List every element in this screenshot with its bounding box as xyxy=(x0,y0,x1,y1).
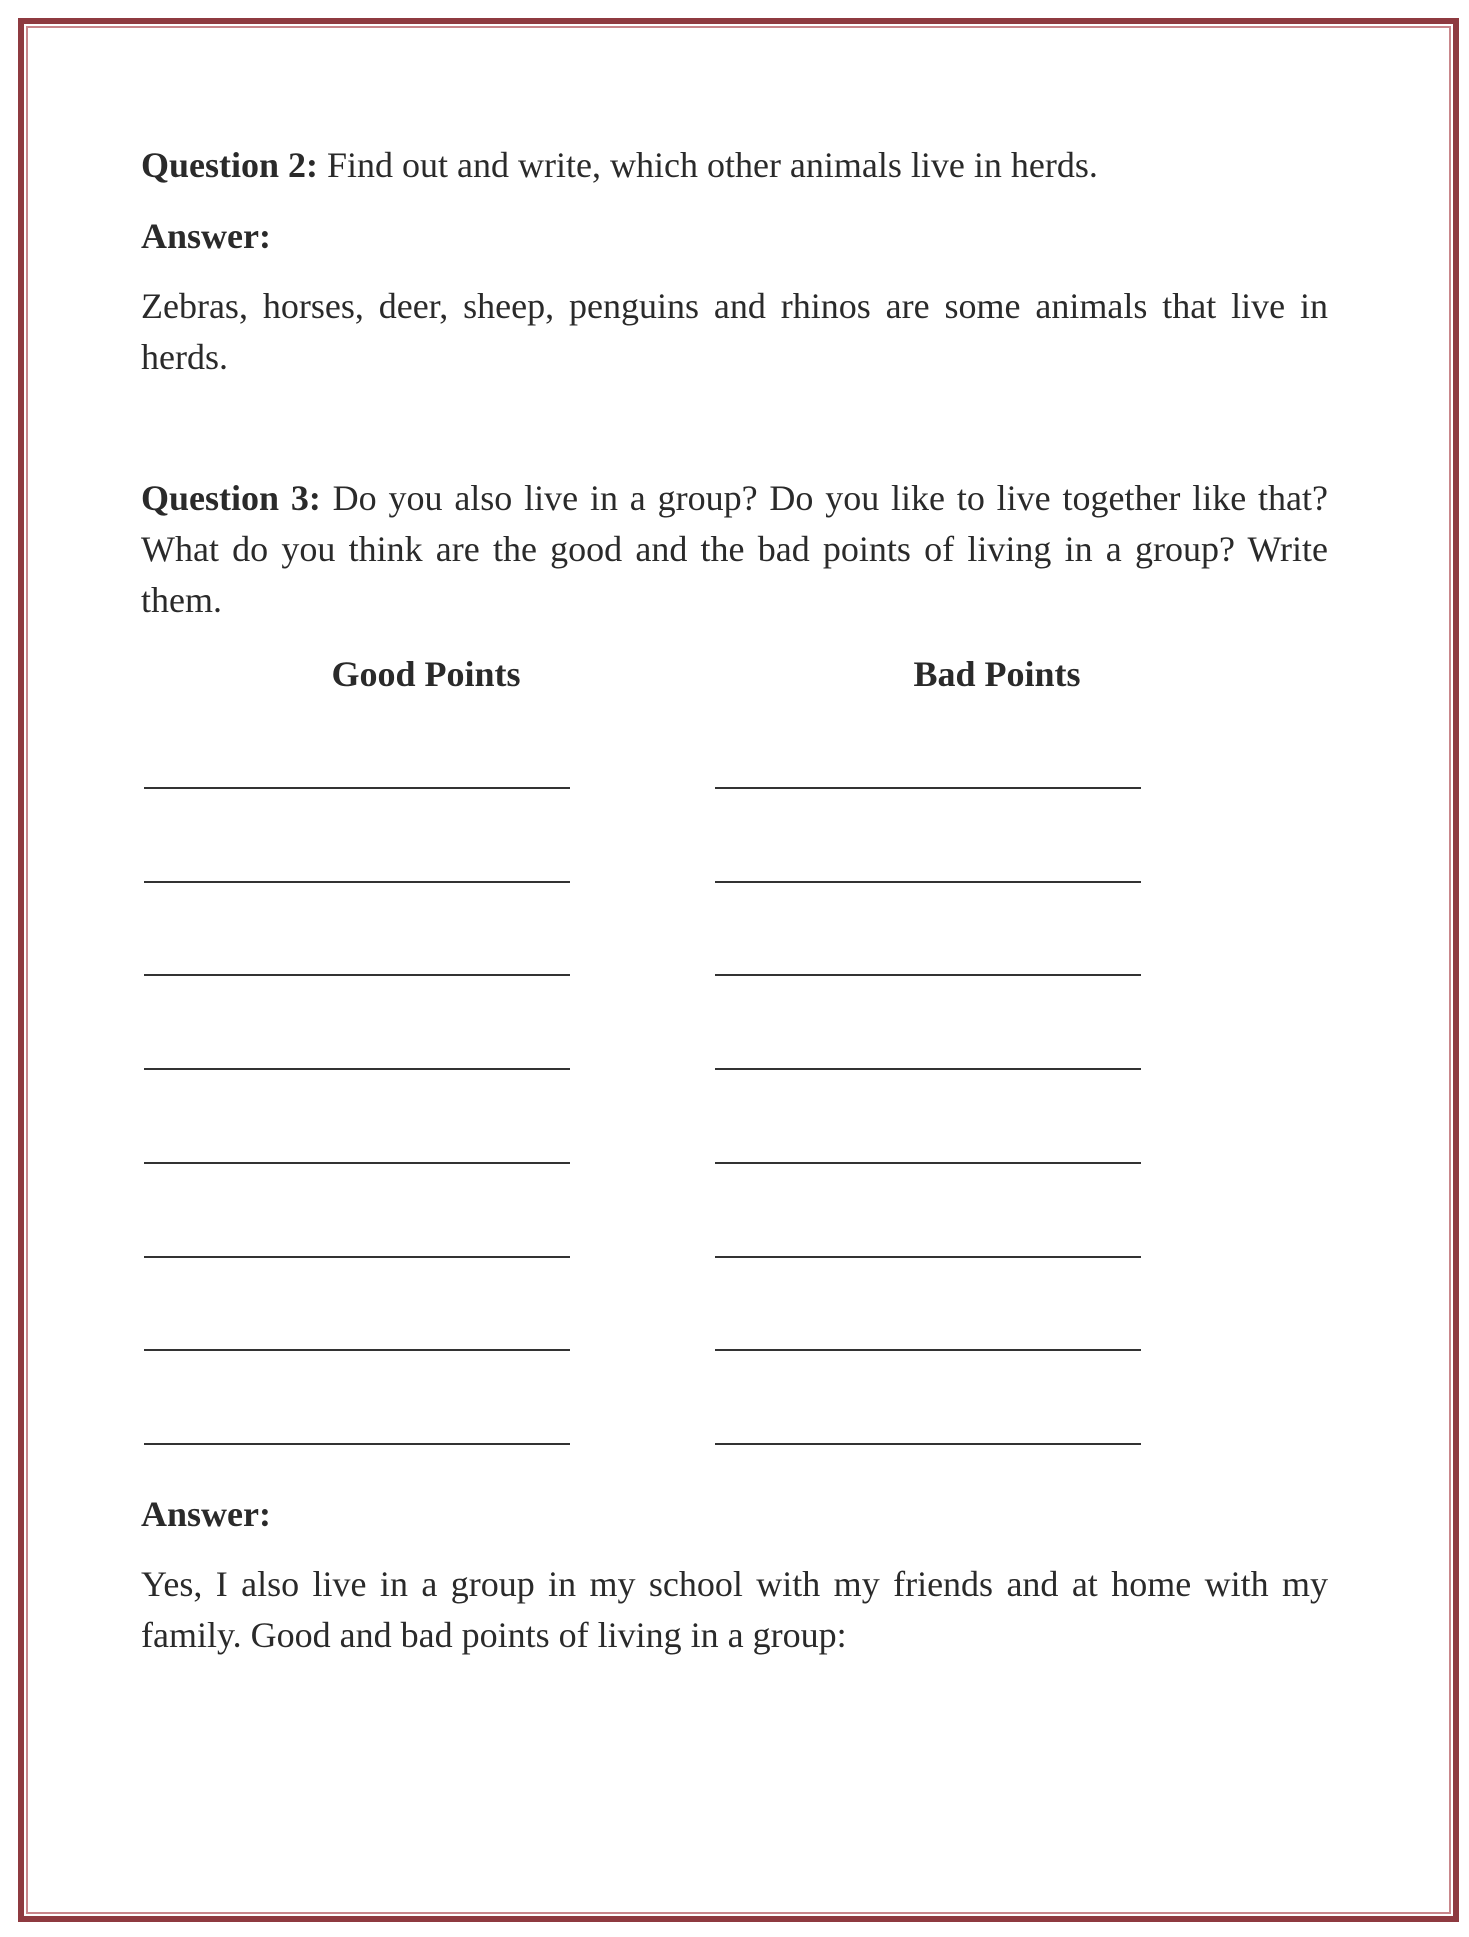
good-points-blank-line[interactable] xyxy=(144,1256,570,1258)
bad-points-blank-line[interactable] xyxy=(715,974,1141,976)
bad-points-blank-line[interactable] xyxy=(715,881,1141,883)
good-points-blank-line[interactable] xyxy=(144,881,570,883)
good-points-blank-line[interactable] xyxy=(144,1443,570,1445)
good-points-blank-line[interactable] xyxy=(144,974,570,976)
good-points-heading: Good Points xyxy=(331,654,521,694)
good-points-blank-line[interactable] xyxy=(144,1349,570,1351)
question-2-answer: Zebras, horses, deer, sheep, penguins and rhinos are some animals that live in herds. xyxy=(141,286,1328,377)
answer-label: Answer: xyxy=(141,216,271,256)
question-label: Question 3: xyxy=(141,478,321,518)
question-2 xyxy=(141,140,1328,191)
good-points-blank-line[interactable] xyxy=(144,1068,570,1070)
bad-points-heading: Bad Points xyxy=(913,654,1081,694)
bad-points-blank-line[interactable] xyxy=(715,1349,1141,1351)
question-3 xyxy=(141,473,1328,626)
good-points-blank-line[interactable] xyxy=(144,1162,570,1164)
bad-points-blank-line[interactable] xyxy=(715,1256,1141,1258)
bad-points-blank-line[interactable] xyxy=(715,1443,1141,1445)
bad-points-blank-line[interactable] xyxy=(715,1162,1141,1164)
good-points-blank-line[interactable] xyxy=(144,787,570,789)
bad-points-blank-line[interactable] xyxy=(715,1068,1141,1070)
question-text: Do you also live in a group? Do you like to live together like that? What do you think are the good and the bad points of living in a group? Write them. xyxy=(141,478,1328,620)
question-label: Question 2: xyxy=(141,145,319,185)
question-text: Find out and write, which other animals live in herds. xyxy=(327,145,1098,185)
question-3-answer: Yes, I also live in a group in my school with my friends and at home with my family. Good and bad points of living in a group: xyxy=(141,1564,1328,1655)
bad-points-blank-line[interactable] xyxy=(715,787,1141,789)
answer-label: Answer: xyxy=(141,1494,271,1534)
